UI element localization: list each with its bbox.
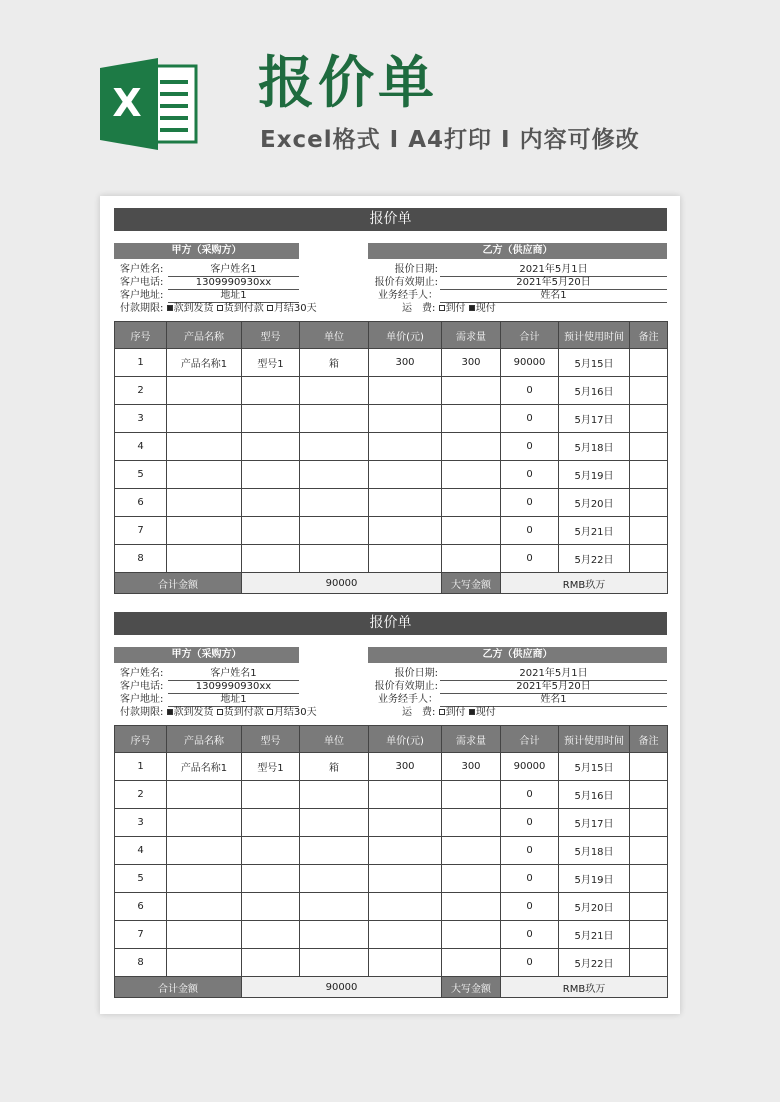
logo-letter: X: [112, 81, 142, 125]
table-cell[interactable]: [300, 461, 369, 489]
form-title: 报价单: [114, 612, 667, 635]
freight-checkbox[interactable]: [439, 709, 445, 715]
column-header: 型号: [242, 322, 300, 349]
table-row: [115, 893, 668, 921]
table-cell[interactable]: [369, 545, 442, 573]
table-cell[interactable]: [630, 921, 668, 949]
customer-phone-label: 客户电话:: [120, 277, 164, 288]
table-cell[interactable]: [630, 809, 668, 837]
payment-checkbox[interactable]: [217, 709, 223, 715]
column-header: 单价(元): [369, 322, 442, 349]
header-row: [115, 726, 668, 753]
freight-option-label: 现付: [475, 707, 496, 718]
table-row: [115, 545, 668, 573]
column-header: 序号: [115, 322, 167, 349]
table-row: [115, 949, 668, 977]
table-cell[interactable]: [242, 921, 300, 949]
items-table: [114, 725, 668, 998]
table-cell[interactable]: [630, 893, 668, 921]
column-header: 预计使用时间: [559, 726, 630, 753]
table-cell[interactable]: [167, 837, 242, 865]
table-cell[interactable]: [630, 781, 668, 809]
table-cell[interactable]: 0: [501, 489, 559, 517]
table-cell[interactable]: [369, 949, 442, 977]
table-cell[interactable]: [630, 461, 668, 489]
excel-logo-icon: [100, 58, 200, 150]
customer-name-field[interactable]: 客户姓名1: [168, 668, 299, 681]
payment-term-label: 付款期限:: [120, 707, 164, 718]
payment-term-row: [120, 707, 317, 719]
table-cell[interactable]: 6: [115, 893, 167, 921]
table-cell[interactable]: 1: [115, 349, 167, 377]
table-cell[interactable]: [242, 517, 300, 545]
payment-option-label: 款到发货: [173, 303, 214, 314]
freight-label: 运 费:: [402, 303, 436, 314]
manager-field[interactable]: 姓名1: [440, 290, 667, 303]
table-row: [115, 753, 668, 781]
freight-checkbox[interactable]: [469, 305, 475, 311]
table-body: [115, 753, 668, 977]
table-cell[interactable]: 0: [501, 433, 559, 461]
table-cell[interactable]: [300, 921, 369, 949]
table-cell[interactable]: [242, 489, 300, 517]
table-cell[interactable]: 5月22日: [559, 545, 630, 573]
table-cell[interactable]: 5月16日: [559, 377, 630, 405]
freight-option-label: 现付: [475, 303, 496, 314]
table-cell[interactable]: [442, 545, 501, 573]
table-row: [115, 349, 668, 377]
table-cell[interactable]: [630, 349, 668, 377]
table-cell[interactable]: [242, 545, 300, 573]
customer-address-label: 客户地址:: [120, 290, 164, 301]
table-row: [115, 377, 668, 405]
customer-name-field[interactable]: 客户姓名1: [168, 264, 299, 277]
table-cell[interactable]: 箱: [300, 349, 369, 377]
table-cell[interactable]: 4: [115, 433, 167, 461]
table-row: [115, 809, 668, 837]
table-cell[interactable]: [630, 753, 668, 781]
table-cell[interactable]: [442, 461, 501, 489]
freight-checkbox[interactable]: [439, 305, 445, 311]
table-cell[interactable]: 0: [501, 545, 559, 573]
table-cell[interactable]: [630, 865, 668, 893]
capital-value[interactable]: RMB玖万: [501, 977, 668, 998]
valid-until-field[interactable]: 2021年5月20日: [440, 277, 667, 290]
table-cell[interactable]: [369, 837, 442, 865]
table-cell[interactable]: [300, 517, 369, 545]
table-cell[interactable]: [300, 809, 369, 837]
table-cell[interactable]: [242, 837, 300, 865]
table-cell[interactable]: 0: [501, 781, 559, 809]
table-cell[interactable]: 5月18日: [559, 837, 630, 865]
table-cell[interactable]: [630, 517, 668, 545]
total-label: 合计金额: [115, 573, 242, 594]
table-cell[interactable]: 0: [501, 893, 559, 921]
column-header: 备注: [630, 322, 668, 349]
freight-option-label: 到付: [445, 707, 466, 718]
customer-address-field[interactable]: 地址1: [168, 694, 299, 707]
payment-checkbox[interactable]: [217, 305, 223, 311]
payment-option-label: 货到付款: [223, 303, 264, 314]
column-header: 产品名称: [167, 322, 242, 349]
table-row: [115, 489, 668, 517]
capital-label: 大写金额: [442, 977, 501, 998]
table-cell[interactable]: [242, 461, 300, 489]
table-cell[interactable]: [167, 405, 242, 433]
column-header: 产品名称: [167, 726, 242, 753]
table-cell[interactable]: [630, 405, 668, 433]
table-cell[interactable]: [300, 377, 369, 405]
table-cell[interactable]: 300: [442, 349, 501, 377]
total-label: 合计金额: [115, 977, 242, 998]
table-cell[interactable]: [242, 781, 300, 809]
table-cell[interactable]: [167, 517, 242, 545]
table-cell[interactable]: [300, 489, 369, 517]
table-row: [115, 461, 668, 489]
table-cell[interactable]: [630, 377, 668, 405]
payment-option-label: 款到发货: [173, 707, 214, 718]
total-value[interactable]: 90000: [242, 977, 442, 998]
manager-label: 业务经手人：: [378, 694, 438, 705]
table-cell[interactable]: 4: [115, 837, 167, 865]
customer-name-label: 客户姓名:: [120, 264, 164, 275]
table-cell[interactable]: 0: [501, 809, 559, 837]
column-header: 合计: [501, 322, 559, 349]
page-title: 报价单: [258, 51, 438, 116]
quote-date-field[interactable]: 2021年5月1日: [440, 668, 667, 681]
customer-address-field[interactable]: 地址1: [168, 290, 299, 303]
table-cell[interactable]: 90000: [501, 753, 559, 781]
column-header: 序号: [115, 726, 167, 753]
table-cell[interactable]: [167, 489, 242, 517]
items-table: [114, 321, 668, 594]
table-cell[interactable]: [630, 489, 668, 517]
total-value[interactable]: 90000: [242, 573, 442, 594]
table-cell[interactable]: [442, 893, 501, 921]
table-cell[interactable]: [442, 517, 501, 545]
table-cell[interactable]: 5月19日: [559, 865, 630, 893]
table-cell[interactable]: [369, 781, 442, 809]
customer-phone-label: 客户电话:: [120, 681, 164, 692]
table-body: [115, 349, 668, 573]
quote-date-field[interactable]: 2021年5月1日: [440, 264, 667, 277]
table-cell[interactable]: [369, 377, 442, 405]
buyer-heading: 甲方（采购方）: [114, 647, 299, 663]
table-cell[interactable]: 箱: [300, 753, 369, 781]
table-cell[interactable]: 2: [115, 781, 167, 809]
freight-label: 运 费:: [402, 707, 436, 718]
table-cell[interactable]: 5: [115, 461, 167, 489]
table-cell[interactable]: 5月21日: [559, 921, 630, 949]
buyer-heading: 甲方（采购方）: [114, 243, 299, 259]
customer-phone-field[interactable]: 1309990930xx: [168, 277, 299, 290]
column-header: 预计使用时间: [559, 322, 630, 349]
column-header: 单位: [300, 726, 369, 753]
column-header: 单价(元): [369, 726, 442, 753]
table-cell[interactable]: 300: [369, 753, 442, 781]
table-cell[interactable]: 0: [501, 921, 559, 949]
table-cell[interactable]: 5月21日: [559, 517, 630, 545]
table-cell[interactable]: 3: [115, 809, 167, 837]
table-cell[interactable]: [442, 433, 501, 461]
table-cell[interactable]: 0: [501, 377, 559, 405]
table-cell[interactable]: 1: [115, 753, 167, 781]
table-cell[interactable]: 8: [115, 949, 167, 977]
table-cell[interactable]: 5月17日: [559, 405, 630, 433]
table-cell[interactable]: [369, 405, 442, 433]
table-cell[interactable]: 8: [115, 545, 167, 573]
payment-option-label: 月结30天: [273, 707, 317, 718]
table-cell[interactable]: [300, 433, 369, 461]
table-cell[interactable]: 5月17日: [559, 809, 630, 837]
table-cell[interactable]: 型号1: [242, 753, 300, 781]
quotation-sheet: [100, 196, 680, 1014]
table-cell[interactable]: [630, 837, 668, 865]
page-subtitle: Excel格式 I A4打印 I 内容可修改: [260, 127, 640, 153]
column-header: 合计: [501, 726, 559, 753]
table-cell[interactable]: [630, 433, 668, 461]
form-title: 报价单: [114, 208, 667, 231]
table-cell[interactable]: 90000: [501, 349, 559, 377]
table-cell[interactable]: [630, 949, 668, 977]
table-cell[interactable]: [442, 405, 501, 433]
table-cell[interactable]: [167, 893, 242, 921]
freight-row: [402, 707, 496, 719]
table-row: [115, 433, 668, 461]
table-cell[interactable]: [167, 433, 242, 461]
table-cell[interactable]: [242, 809, 300, 837]
payment-option-label: 月结30天: [273, 303, 317, 314]
table-cell[interactable]: [369, 461, 442, 489]
table-cell[interactable]: [167, 545, 242, 573]
table-cell[interactable]: 5月15日: [559, 753, 630, 781]
table-cell[interactable]: [369, 809, 442, 837]
manager-field[interactable]: 姓名1: [440, 694, 667, 707]
table-cell[interactable]: [242, 405, 300, 433]
seller-heading: 乙方（供应商）: [368, 647, 667, 663]
header-row: [115, 322, 668, 349]
table-cell[interactable]: 0: [501, 949, 559, 977]
manager-label: 业务经手人：: [378, 290, 438, 301]
table-cell[interactable]: 0: [501, 461, 559, 489]
table-cell[interactable]: [167, 949, 242, 977]
customer-name-label: 客户姓名:: [120, 668, 164, 679]
column-header: 需求量: [442, 322, 501, 349]
capital-value[interactable]: RMB玖万: [501, 573, 668, 594]
valid-until-label: 报价有效期止:: [374, 681, 438, 692]
table-cell[interactable]: [630, 545, 668, 573]
table-cell[interactable]: [369, 489, 442, 517]
freight-option-label: 到付: [445, 303, 466, 314]
table-cell[interactable]: [167, 461, 242, 489]
table-cell[interactable]: [300, 893, 369, 921]
table-cell[interactable]: [442, 949, 501, 977]
table-cell[interactable]: [442, 809, 501, 837]
table-cell[interactable]: 5月15日: [559, 349, 630, 377]
table-cell[interactable]: 0: [501, 865, 559, 893]
table-cell[interactable]: [242, 949, 300, 977]
table-cell[interactable]: [242, 865, 300, 893]
table-cell[interactable]: 5月18日: [559, 433, 630, 461]
table-cell[interactable]: 7: [115, 921, 167, 949]
table-cell[interactable]: [369, 433, 442, 461]
column-header: 需求量: [442, 726, 501, 753]
table-cell[interactable]: 0: [501, 517, 559, 545]
payment-checkbox[interactable]: [267, 709, 273, 715]
table-cell[interactable]: 5月20日: [559, 489, 630, 517]
table-cell[interactable]: [300, 545, 369, 573]
table-cell[interactable]: [369, 865, 442, 893]
table-cell[interactable]: [167, 809, 242, 837]
table-cell[interactable]: [167, 377, 242, 405]
table-cell[interactable]: 2: [115, 377, 167, 405]
quotation-form-2: [114, 612, 667, 1002]
payment-option-label: 货到付款: [223, 707, 264, 718]
quote-date-label: 报价日期:: [394, 668, 438, 679]
table-row: [115, 517, 668, 545]
table-cell[interactable]: [300, 837, 369, 865]
table-cell[interactable]: [167, 865, 242, 893]
table-cell[interactable]: 5月19日: [559, 461, 630, 489]
table-row: [115, 781, 668, 809]
table-cell[interactable]: 300: [442, 753, 501, 781]
valid-until-field[interactable]: 2021年5月20日: [440, 681, 667, 694]
table-cell[interactable]: [369, 921, 442, 949]
table-cell[interactable]: [369, 517, 442, 545]
payment-checkbox[interactable]: [267, 305, 273, 311]
valid-until-label: 报价有效期止:: [374, 277, 438, 288]
table-cell[interactable]: 6: [115, 489, 167, 517]
payment-term-label: 付款期限:: [120, 303, 164, 314]
table-cell[interactable]: 7: [115, 517, 167, 545]
total-row: [115, 573, 668, 594]
freight-checkbox[interactable]: [469, 709, 475, 715]
column-header: 型号: [242, 726, 300, 753]
table-cell[interactable]: [300, 949, 369, 977]
total-row: [115, 977, 668, 998]
table-row: [115, 837, 668, 865]
table-cell[interactable]: [242, 433, 300, 461]
column-header: 备注: [630, 726, 668, 753]
table-cell[interactable]: [300, 865, 369, 893]
table-cell[interactable]: [442, 377, 501, 405]
table-row: [115, 865, 668, 893]
table-cell[interactable]: [242, 377, 300, 405]
column-header: 单位: [300, 322, 369, 349]
quote-date-label: 报价日期:: [394, 264, 438, 275]
payment-checkbox[interactable]: [167, 305, 173, 311]
customer-address-label: 客户地址:: [120, 694, 164, 705]
table-cell[interactable]: [442, 865, 501, 893]
table-cell[interactable]: 产品名称1: [167, 349, 242, 377]
table-cell[interactable]: [300, 781, 369, 809]
table-cell[interactable]: 5月16日: [559, 781, 630, 809]
table-row: [115, 921, 668, 949]
quotation-form-1: [114, 208, 667, 598]
table-cell[interactable]: [300, 405, 369, 433]
table-cell[interactable]: [242, 893, 300, 921]
payment-term-row: [120, 303, 317, 315]
table-row: [115, 405, 668, 433]
table-cell[interactable]: 0: [501, 837, 559, 865]
table-cell[interactable]: 0: [501, 405, 559, 433]
seller-heading: 乙方（供应商）: [368, 243, 667, 259]
table-cell[interactable]: 300: [369, 349, 442, 377]
table-cell[interactable]: 型号1: [242, 349, 300, 377]
table-cell[interactable]: [442, 837, 501, 865]
table-cell[interactable]: [167, 781, 242, 809]
table-cell[interactable]: 产品名称1: [167, 753, 242, 781]
capital-label: 大写金额: [442, 573, 501, 594]
table-cell[interactable]: 5月20日: [559, 893, 630, 921]
table-cell[interactable]: [442, 921, 501, 949]
table-cell[interactable]: [369, 893, 442, 921]
table-cell[interactable]: [442, 489, 501, 517]
table-cell[interactable]: 3: [115, 405, 167, 433]
table-cell[interactable]: 5: [115, 865, 167, 893]
freight-row: [402, 303, 496, 315]
table-cell[interactable]: [442, 781, 501, 809]
payment-checkbox[interactable]: [167, 709, 173, 715]
table-cell[interactable]: 5月22日: [559, 949, 630, 977]
customer-phone-field[interactable]: 1309990930xx: [168, 681, 299, 694]
table-cell[interactable]: [167, 921, 242, 949]
